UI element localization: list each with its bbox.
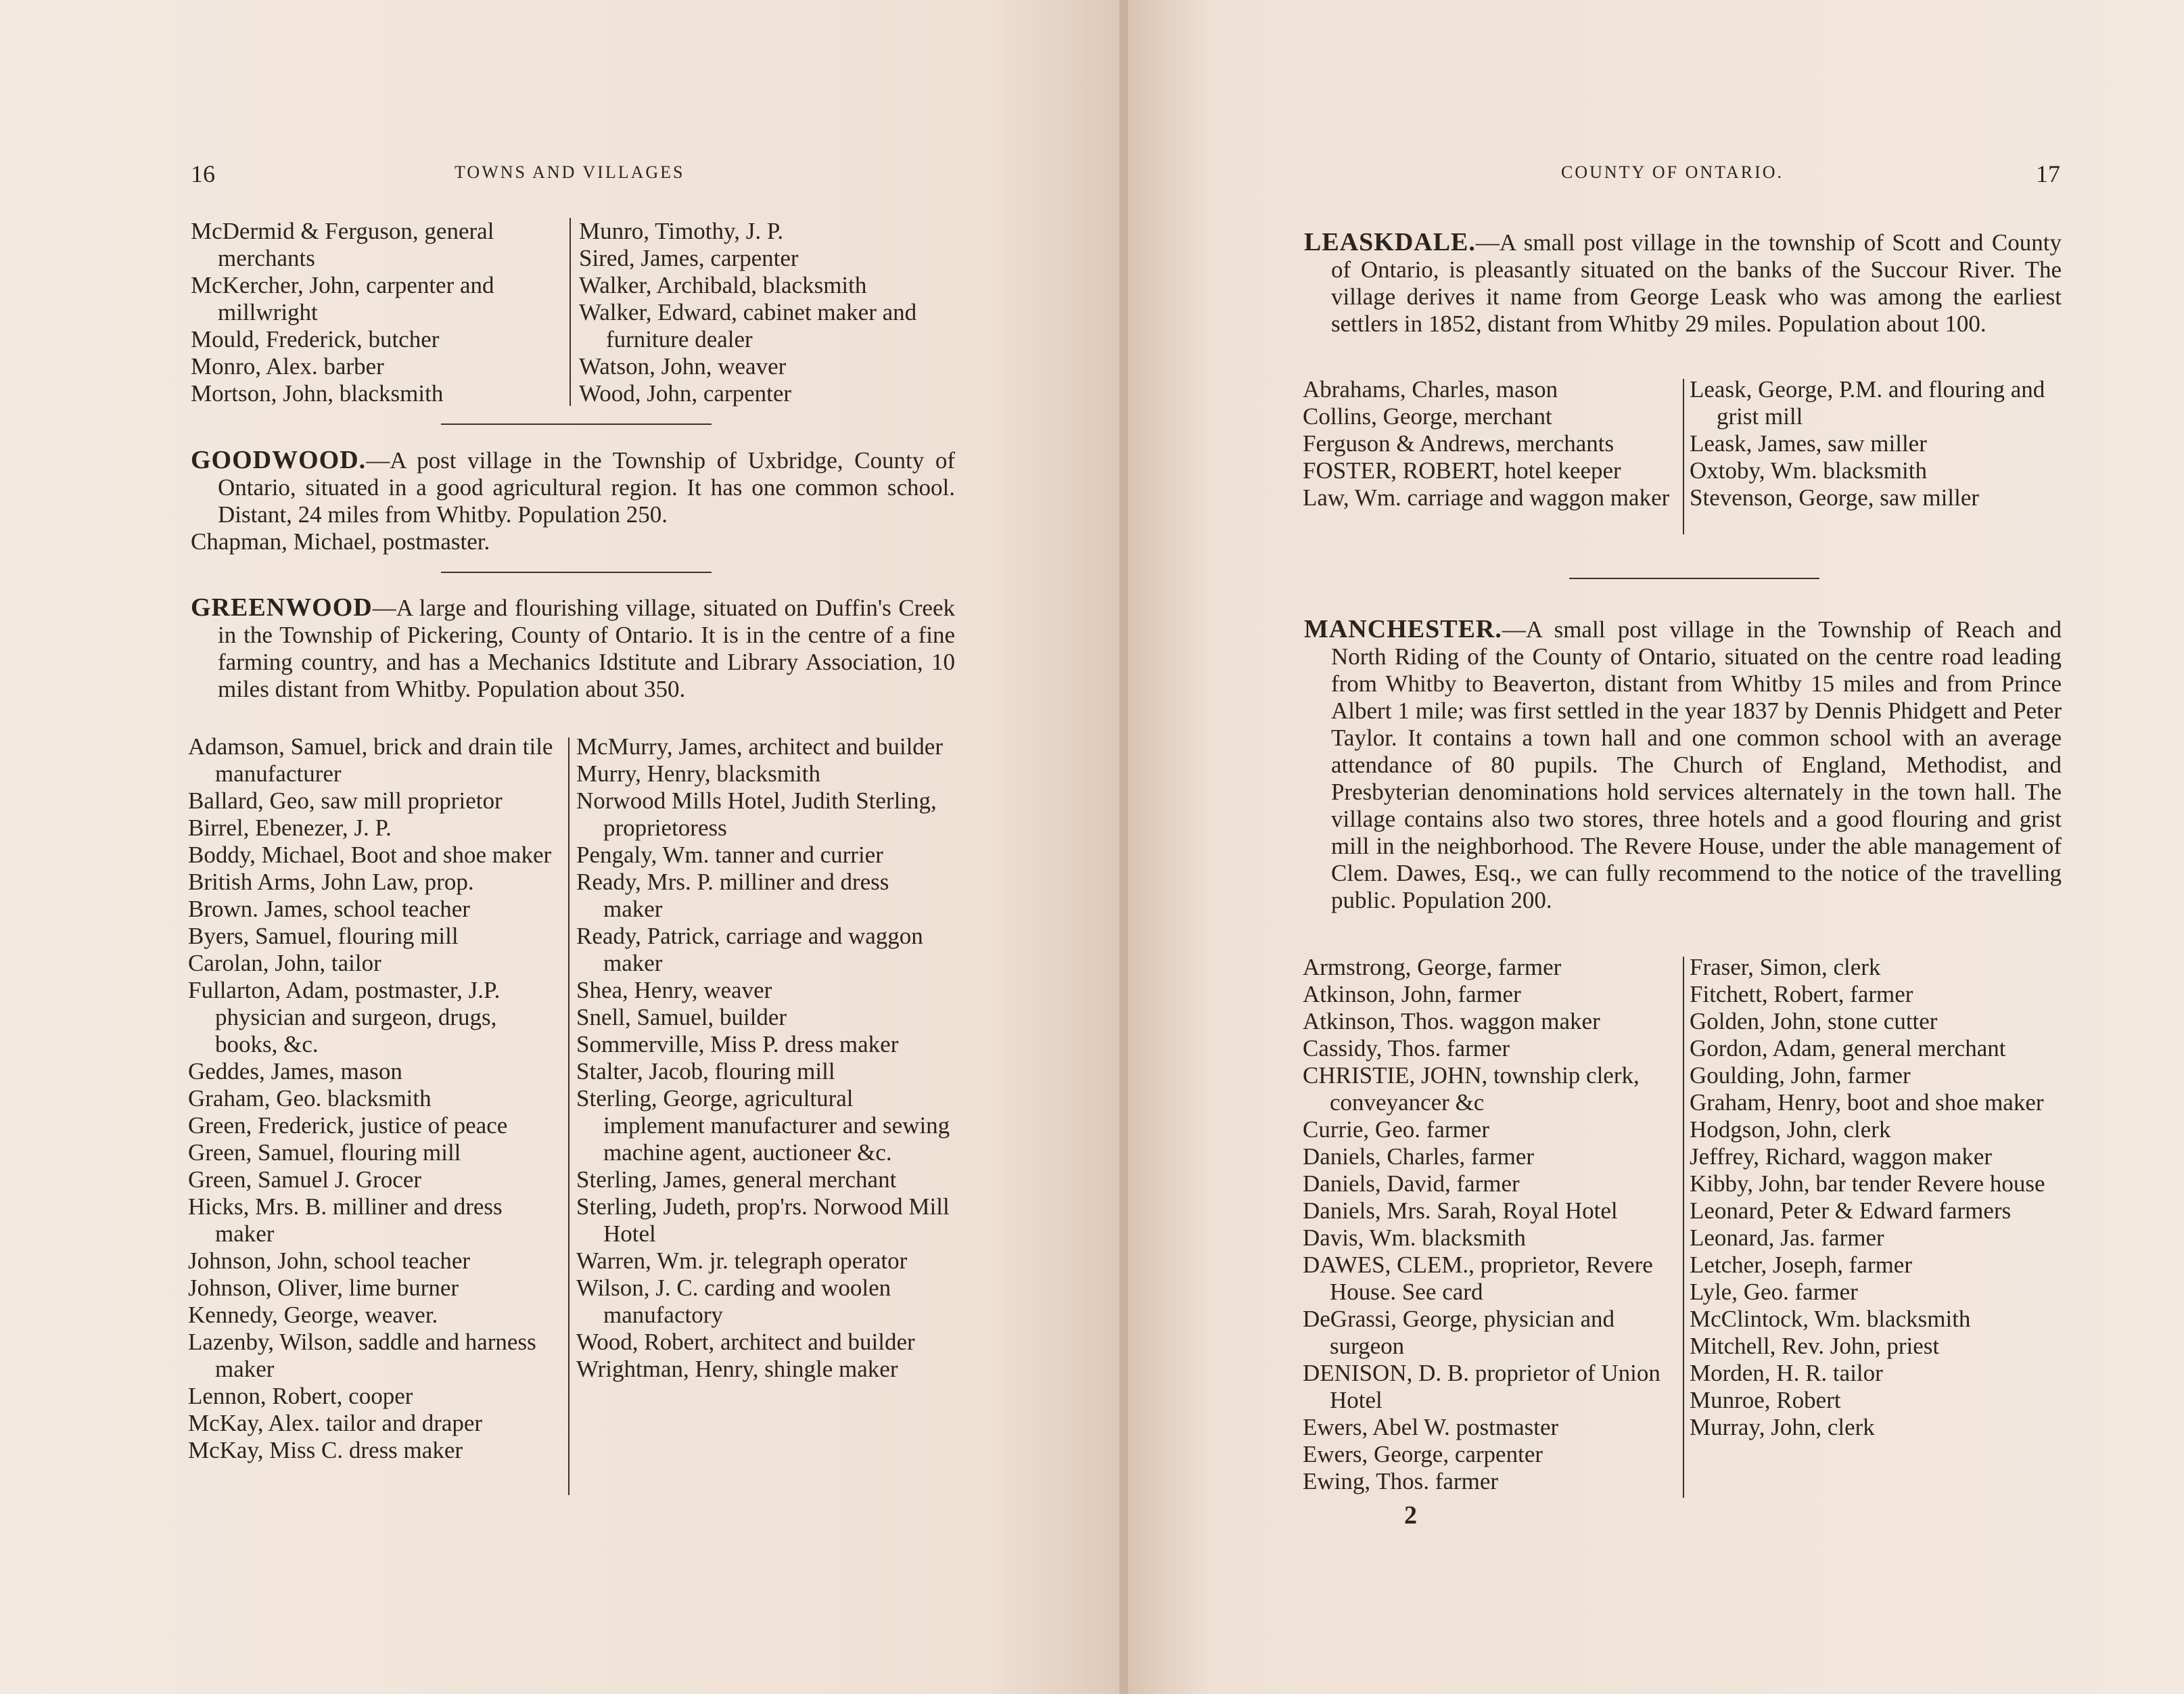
list-entry: Abrahams, Charles, mason xyxy=(1303,376,1558,403)
list-entry: Wilson, J. C. carding and woolen manufactory xyxy=(576,1275,891,1328)
list-entry: Ferguson & Andrews, merchants xyxy=(1303,430,1614,457)
list-entry: Fullarton, Adam, postmaster, J.P. physician and surgeon, drugs, books, &c. xyxy=(188,977,501,1057)
greenwood-section xyxy=(191,594,955,703)
list-entry: Ewing, Thos. farmer xyxy=(1303,1468,1499,1494)
list-entry: Fitchett, Robert, farmer xyxy=(1690,981,1913,1007)
leaskdale-list-col1 xyxy=(1303,376,1679,511)
list-entry: Watson, John, weaver xyxy=(579,353,787,380)
section-rule xyxy=(441,424,712,425)
greenwood-heading: GREENWOOD xyxy=(191,593,373,622)
list-entry: Monro, Alex. barber xyxy=(191,353,384,380)
list-entry: Daniels, Charles, farmer xyxy=(1303,1143,1535,1170)
list-entry: Morden, H. R. tailor xyxy=(1690,1360,1883,1386)
list-entry: Leask, James, saw miller xyxy=(1690,430,1927,457)
list-entry: Murry, Henry, blacksmith xyxy=(576,760,820,787)
list-entry: Armstrong, George, farmer xyxy=(1303,954,1562,980)
list-entry: Leonard, Peter & Edward farmers xyxy=(1690,1197,2012,1224)
list-entry: Sterling, James, general merchant xyxy=(576,1166,897,1193)
list-entry: Mortson, John, blacksmith xyxy=(191,380,444,407)
list-entry: Law, Wm. carriage and waggon maker xyxy=(1303,484,1670,511)
list-entry: Atkinson, Thos. waggon maker xyxy=(1303,1008,1600,1034)
manchester-list-col2 xyxy=(1690,954,2068,1441)
list-entry: Ewers, George, carpenter xyxy=(1303,1441,1543,1467)
leaskdale-list-col2 xyxy=(1690,376,2068,511)
list-entry: Wood, John, carpenter xyxy=(579,380,792,407)
list-entry: McKay, Alex. tailor and draper xyxy=(188,1410,483,1436)
list-entry: DAWES, CLEM., proprietor, Revere House. See card xyxy=(1303,1252,1653,1305)
list-entry: Munro, Timothy, J. P. xyxy=(579,218,784,244)
section-rule xyxy=(1569,578,1819,579)
list-entry: Fraser, Simon, clerk xyxy=(1690,954,1881,980)
list-entry: Ballard, Geo, saw mill proprietor xyxy=(188,787,503,814)
list-entry: Kennedy, George, weaver. xyxy=(188,1302,438,1328)
section-rule xyxy=(441,572,712,573)
list-entry: Atkinson, John, farmer xyxy=(1303,981,1521,1007)
list-entry: Green, Frederick, justice of peace xyxy=(188,1112,508,1139)
list-entry: Wood, Robert, architect and builder xyxy=(576,1329,915,1355)
list-entry: Leask, George, P.M. and flouring and grist mill xyxy=(1690,376,2045,430)
list-entry: Boddy, Michael, Boot and shoe maker xyxy=(188,842,552,868)
list-entry: Johnson, John, school teacher xyxy=(188,1247,471,1274)
list-entry: Sterling, George, agricultural implement manufacturer and sewing machine agent, auctioneer &c. xyxy=(576,1085,950,1166)
column-divider xyxy=(1683,957,1684,1498)
goodwood-postmaster: Chapman, Michael, postmaster. xyxy=(191,528,490,555)
list-entry: Ewers, Abel W. postmaster xyxy=(1303,1414,1559,1440)
list-entry: Davis, Wm. blacksmith xyxy=(1303,1224,1526,1251)
list-entry: Jeffrey, Richard, waggon maker xyxy=(1690,1143,1993,1170)
goodwood-section xyxy=(191,447,955,555)
list-entry: Ready, Mrs. P. milliner and dress maker xyxy=(576,869,889,922)
goodwood-heading: GOODWOOD. xyxy=(191,446,367,474)
list-entry: CHRISTIE, JOHN, township clerk, conveyancer &c xyxy=(1303,1062,1640,1116)
list-entry: Leonard, Jas. farmer xyxy=(1690,1224,1884,1251)
list-entry: Stevenson, George, saw miller xyxy=(1690,484,1980,511)
list-entry: Walker, Edward, cabinet maker and furniture dealer xyxy=(579,299,917,352)
list-entry: Mitchell, Rev. John, priest xyxy=(1690,1333,1940,1359)
list-entry: McKercher, John, carpenter and millwright xyxy=(191,272,494,325)
list-entry: Daniels, Mrs. Sarah, Royal Hotel xyxy=(1303,1197,1618,1224)
list-entry: Hodgson, John, clerk xyxy=(1690,1116,1891,1143)
list-entry: DeGrassi, George, physician and surgeon xyxy=(1303,1306,1615,1359)
list-entry: British Arms, John Law, prop. xyxy=(188,869,474,895)
list-entry: Byers, Samuel, flouring mill xyxy=(188,923,459,949)
list-entry: Goulding, John, farmer xyxy=(1690,1062,1911,1089)
column-divider xyxy=(1683,379,1684,534)
list-entry: Currie, Geo. farmer xyxy=(1303,1116,1489,1143)
list-entry: McClintock, Wm. blacksmith xyxy=(1690,1306,1971,1332)
list-entry: Brown. James, school teacher xyxy=(188,896,470,922)
list-entry: Shea, Henry, weaver xyxy=(576,977,772,1003)
goodwood-text: —A post village in the Township of Uxbridge, County of Ontario, situated in a good agricultural region. It has one common school. Distant, 24 miles from Whitby. Population 250. xyxy=(218,447,955,528)
list-entry: Sterling, Judeth, prop'rs. Norwood Mill Hotel xyxy=(576,1193,950,1247)
list-entry: Daniels, David, farmer xyxy=(1303,1170,1520,1197)
list-entry: Lennon, Robert, cooper xyxy=(188,1383,413,1409)
list-entry: Warren, Wm. jr. telegraph operator xyxy=(576,1247,908,1274)
column-divider xyxy=(570,218,571,406)
left-running-head: TOWNS AND VILLAGES xyxy=(455,162,685,182)
list-entry: Sired, James, carpenter xyxy=(579,245,799,271)
list-entry: Norwood Mills Hotel, Judith Sterling, proprietoress xyxy=(576,787,937,841)
list-entry: Mould, Frederick, butcher xyxy=(191,326,440,352)
list-entry: FOSTER, ROBERT, hotel keeper xyxy=(1303,457,1621,484)
manchester-list-col1 xyxy=(1303,954,1679,1495)
greenwood-text: —A large and flourishing village, situated on Duffin's Creek in the Township of Pickering, County of Ontario. It is in the centre of a fine farming country, and has a Mechanics Idstitute and Library Association, 10 miles distant from Whitby. Population about 350. xyxy=(218,595,955,702)
manchester-section xyxy=(1304,616,2062,914)
leaskdale-heading: LEASKDALE. xyxy=(1304,228,1476,256)
left-page-number: 16 xyxy=(191,160,215,187)
list-entry: Adamson, Samuel, brick and drain tile manufacturer xyxy=(188,733,553,787)
manchester-heading: MANCHESTER. xyxy=(1304,615,1502,643)
list-entry: Lyle, Geo. farmer xyxy=(1690,1279,1858,1305)
list-entry: Oxtoby, Wm. blacksmith xyxy=(1690,457,1927,484)
list-entry: Munroe, Robert xyxy=(1690,1387,1841,1413)
manchester-text: —A small post village in the Township of Reach and North Riding of the County of Ontario, situated on the centre road leading from Whitby to Beaverton, distant from Whitby 15 miles and from Prince Albert 1 mile; was first settled in the year 1837 by Dennis Phidgett and Peter Taylor. It contains a town hall and one common school with an average attendance of 80 pupils. The Church of England, Methodist, and Presbyterian denominations hold services alternately in the town hall. The village contains also two stores, three hotels and a good flouring and grist mill in the neighborhood. The Revere House, under the able management of Clem. Dawes, Esq., we can fully recommend to the notice of the travelling public. Population 200. xyxy=(1331,616,2062,913)
greenwood-list-col1 xyxy=(188,733,559,1464)
leaskdale-section xyxy=(1304,229,2062,338)
list-entry: Wrightman, Henry, shingle maker xyxy=(576,1356,898,1382)
list-entry: Murray, John, clerk xyxy=(1690,1414,1875,1440)
list-entry: McDermid & Ferguson, general merchants xyxy=(191,218,494,271)
top-list-col2 xyxy=(579,218,958,407)
list-entry: Green, Samuel, flouring mill xyxy=(188,1139,461,1166)
list-entry: Birrel, Ebenezer, J. P. xyxy=(188,815,392,841)
top-list-col1 xyxy=(191,218,559,407)
list-entry: Carolan, John, tailor xyxy=(188,950,381,976)
right-page-number: 17 xyxy=(2036,160,2060,187)
list-entry: Kibby, John, bar tender Revere house xyxy=(1690,1170,2045,1197)
right-running-head: COUNTY OF ONTARIO. xyxy=(1561,162,1784,182)
list-entry: Stalter, Jacob, flouring mill xyxy=(576,1058,835,1084)
list-entry: Gordon, Adam, general merchant xyxy=(1690,1035,2006,1061)
list-entry: Ready, Patrick, carriage and waggon maker xyxy=(576,923,923,976)
list-entry: Letcher, Joseph, farmer xyxy=(1690,1252,1912,1278)
list-entry: McKay, Miss C. dress maker xyxy=(188,1437,463,1463)
list-entry: Lazenby, Wilson, saddle and harness maker xyxy=(188,1329,536,1382)
list-entry: Golden, John, stone cutter xyxy=(1690,1008,1938,1034)
list-entry: DENISON, D. B. proprietor of Union Hotel xyxy=(1303,1360,1660,1413)
list-entry: Pengaly, Wm. tanner and currier xyxy=(576,842,883,868)
list-entry: Snell, Samuel, builder xyxy=(576,1004,787,1030)
list-entry: McMurry, James, architect and builder xyxy=(576,733,943,760)
list-entry: Walker, Archibald, blacksmith xyxy=(579,272,867,298)
list-entry: Graham, Geo. blacksmith xyxy=(188,1085,432,1112)
list-entry: Geddes, James, mason xyxy=(188,1058,402,1084)
list-entry: Collins, George, merchant xyxy=(1303,403,1552,430)
list-entry: Johnson, Oliver, lime burner xyxy=(188,1275,459,1301)
list-entry: Hicks, Mrs. B. milliner and dress maker xyxy=(188,1193,503,1247)
greenwood-list-col2 xyxy=(576,733,954,1383)
list-entry: Cassidy, Thos. farmer xyxy=(1303,1035,1510,1061)
signature-mark: 2 xyxy=(1404,1501,1417,1530)
leaskdale-text: —A small post village in the township of Scott and County of Ontario, is pleasantly situated on the banks of the Succour River. The village derives it name from George Leask who was among the earliest settlers in 1852, distant from Whitby 29 miles. Population about 100. xyxy=(1331,229,2062,337)
column-divider xyxy=(568,737,570,1495)
list-entry: Graham, Henry, boot and shoe maker xyxy=(1690,1089,2044,1116)
list-entry: Sommerville, Miss P. dress maker xyxy=(576,1031,899,1057)
list-entry: Green, Samuel J. Grocer xyxy=(188,1166,422,1193)
